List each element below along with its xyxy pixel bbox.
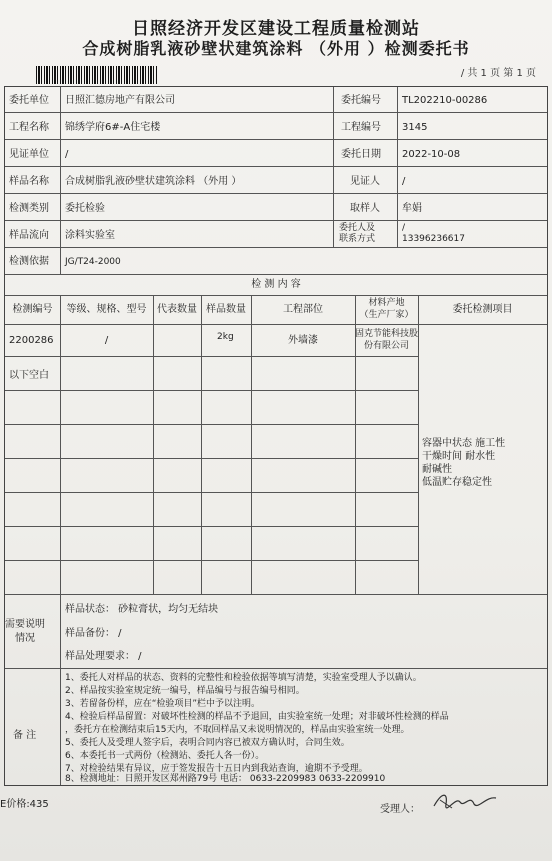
row-sample-qty: 2kg bbox=[217, 332, 234, 342]
remark-line: 6、本委托书一式两份（检测站、委托人各一份）。 bbox=[65, 751, 265, 761]
receiver-label: 受理人： bbox=[380, 804, 420, 815]
row-origin-2: 份有限公司 bbox=[363, 341, 409, 351]
remark-line: 5、委托人及受理人签字后，表明合同内容已被双方确认时，合同生效。 bbox=[65, 738, 350, 748]
sample-name-value: 合成树脂乳液砂壁状建筑涂料 （外用 ） bbox=[65, 176, 242, 187]
notes-label-1: 需要说明 bbox=[5, 619, 45, 630]
sample-name-label: 样品名称 bbox=[9, 176, 49, 187]
test-type-value: 委托检验 bbox=[65, 203, 105, 214]
flow-value: 涂料实验室 bbox=[65, 230, 115, 241]
col-part: 工程部位 bbox=[283, 304, 323, 315]
sampler-label: 取样人 bbox=[350, 203, 380, 214]
row-grade: / bbox=[104, 335, 109, 346]
document-subtitle: 合成树脂乳液砂壁状建筑涂料 （外用 ）检测委托书 bbox=[82, 39, 470, 58]
col-items: 委托检测项目 bbox=[452, 304, 513, 315]
contact-label-1: 委托人及 bbox=[339, 223, 376, 233]
contact-label-2: 联系方式 bbox=[339, 234, 376, 244]
col-grade: 等级、规格、型号 bbox=[66, 304, 147, 315]
remark-line: 2、样品按实验室规定统一编号，样品编号与报告编号相同。 bbox=[65, 686, 305, 696]
witness-value: / bbox=[402, 176, 406, 187]
entrust-date-value: 2022-10-08 bbox=[402, 149, 461, 160]
col-origin-1: 材料产地 bbox=[368, 298, 405, 308]
notes-label-2: 情况 bbox=[15, 633, 35, 644]
test-type-label: 检测类别 bbox=[9, 203, 49, 214]
row-part: 外墙漆 bbox=[288, 335, 318, 346]
basis-value: JG/T24-2000 bbox=[65, 257, 121, 267]
sample-state: 样品状态： 砂粒膏状，均匀无结块 bbox=[65, 604, 219, 615]
row-test-no: 2200286 bbox=[9, 335, 54, 346]
flow-label: 样品流向 bbox=[9, 230, 49, 241]
sample-backup: 样品备份： / bbox=[65, 628, 122, 639]
items-line-4: 低温贮存稳定性 bbox=[422, 477, 492, 488]
remark-line: 3、若留备份样，应在“检验项目”栏中予以注明。 bbox=[65, 699, 261, 709]
barcode-icon bbox=[36, 66, 158, 84]
remarks-label: 备 注 bbox=[13, 730, 37, 741]
col-test-no: 检测编号 bbox=[12, 304, 53, 315]
document-title: 日照经济开发区建设工程质量检测站 bbox=[132, 19, 420, 39]
col-sample-qty: 样品数量 bbox=[206, 304, 246, 315]
col-origin-2: （生产厂家） bbox=[359, 310, 414, 320]
items-line-3: 耐碱性 bbox=[422, 464, 452, 475]
witness-unit-label: 见证单位 bbox=[9, 149, 49, 160]
remark-line: ，委托方在检测结束后15天内，不取回样品又未说明情况的，样品由实验室统一处理。 bbox=[65, 725, 410, 735]
remark-line: 8、检测地址：日照开发区郑州路79号 电话： 0633-2209983 0633-2209910 bbox=[65, 774, 386, 784]
blank-note: 以下空白 bbox=[9, 370, 49, 381]
price-text: E价格:435 bbox=[0, 799, 49, 810]
project-value: 锦绣学府6#-A住宅楼 bbox=[65, 122, 161, 133]
remark-line: 7、对检验结果有异议，应于签发报告十五日内到我站查询，逾期不予受理。 bbox=[65, 764, 368, 774]
signature-icon bbox=[430, 786, 500, 814]
basis-label: 检测依据 bbox=[9, 256, 49, 267]
entrust-date-label: 委托日期 bbox=[341, 149, 381, 160]
contact-value-1: / bbox=[402, 223, 406, 233]
col-rep-qty: 代表数量 bbox=[157, 304, 197, 315]
entrust-no-label: 委托编号 bbox=[341, 95, 381, 106]
form-table bbox=[4, 86, 548, 786]
contact-value-2: 13396236617 bbox=[402, 234, 465, 244]
project-no-value: 3145 bbox=[402, 122, 428, 133]
sample-disposal: 样品处理要求： / bbox=[65, 651, 142, 662]
items-line-2: 干燥时间 耐水性 bbox=[422, 451, 496, 462]
project-no-label: 工程编号 bbox=[341, 122, 381, 133]
project-label: 工程名称 bbox=[9, 122, 49, 133]
sampler-value: 牟娟 bbox=[402, 203, 422, 214]
entrust-no-value: TL202210-00286 bbox=[402, 95, 488, 106]
content-section-title: 检 测 内 容 bbox=[251, 279, 301, 290]
witness-unit-value: / bbox=[65, 149, 69, 160]
witness-label: 见证人 bbox=[350, 176, 380, 187]
client-value: 日照汇德房地产有限公司 bbox=[65, 95, 175, 106]
items-line-1: 容器中状态 施工性 bbox=[422, 438, 506, 449]
page-info: / 共 1 页 第 1 页 bbox=[460, 68, 536, 79]
remark-line: 4、检验后样品留置：对破坏性检测的样品不予退回，由实验室统一处理；对非破坏性检测的样品 bbox=[65, 712, 449, 722]
row-origin-1: 固克节能科技股 bbox=[355, 329, 419, 339]
client-label: 委托单位 bbox=[9, 95, 49, 106]
remark-line: 1、委托人对样品的状态、资料的完整性和检验依据等填写清楚，实验室受理人予以确认。 bbox=[65, 673, 422, 683]
